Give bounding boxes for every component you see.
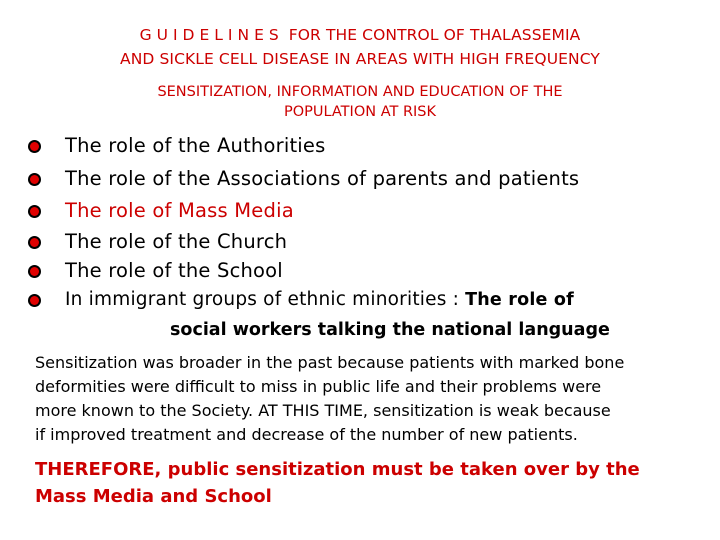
list-item [30,287,710,317]
bullet-text: The role of the School [65,259,283,282]
body-paragraph [35,351,705,447]
paragraph-line: Sensitization was broader in the past because patients with marked bone [35,353,625,372]
conclusion-line: Mass Media and School [35,486,272,507]
bullet-icon [30,267,39,276]
bullet-text: The role of the Authorities [65,134,326,157]
bullet-continuation: social workers talking the national language [170,320,610,340]
bullet-text: The role of the Associations of parents and patients [65,167,580,190]
page-title-line2: AND SICKLE CELL DISEASE IN AREAS WITH HIGH FREQUENCY [120,50,600,68]
title-rest: FOR THE CONTROL OF THALASSEMIA [283,26,581,44]
page-title [0,26,720,44]
bullet-icon [30,207,39,216]
list-item [30,166,710,198]
list-item [30,198,710,230]
bullet-icon [30,175,39,184]
list-item [30,229,710,258]
bullet-text-bold: The role of [465,290,574,310]
bullet-list [30,133,710,349]
section-heading-line2: POPULATION AT RISK [283,104,437,120]
conclusion-statement [35,456,705,510]
bullet-text-regular: In immigrant groups of ethnic minorities : [65,289,466,310]
bullet-text: The role of Mass Media [65,198,294,222]
conclusion-line: THEREFORE, public sensitization must be taken over by the [35,459,640,480]
bullet-icon [30,142,39,151]
bullet-icon [30,296,39,305]
bullet-icon [30,238,39,247]
bullet-text [65,287,574,313]
title-guidelines: GUIDELINES [139,26,284,44]
paragraph-line: more known to the Society. AT THIS TIME, sensitization is weak because [35,401,611,420]
list-item-continuation [30,317,710,349]
bullet-text: The role of the Church [65,230,288,253]
list-item [30,258,710,287]
paragraph-line: deformities were difficult to miss in public life and their problems were [35,377,602,396]
list-item [30,133,710,166]
section-heading-line1: SENSITIZATION, INFORMATION AND EDUCATION OF THE [157,84,563,100]
paragraph-line: if improved treatment and decrease of the number of new patients. [35,425,578,444]
